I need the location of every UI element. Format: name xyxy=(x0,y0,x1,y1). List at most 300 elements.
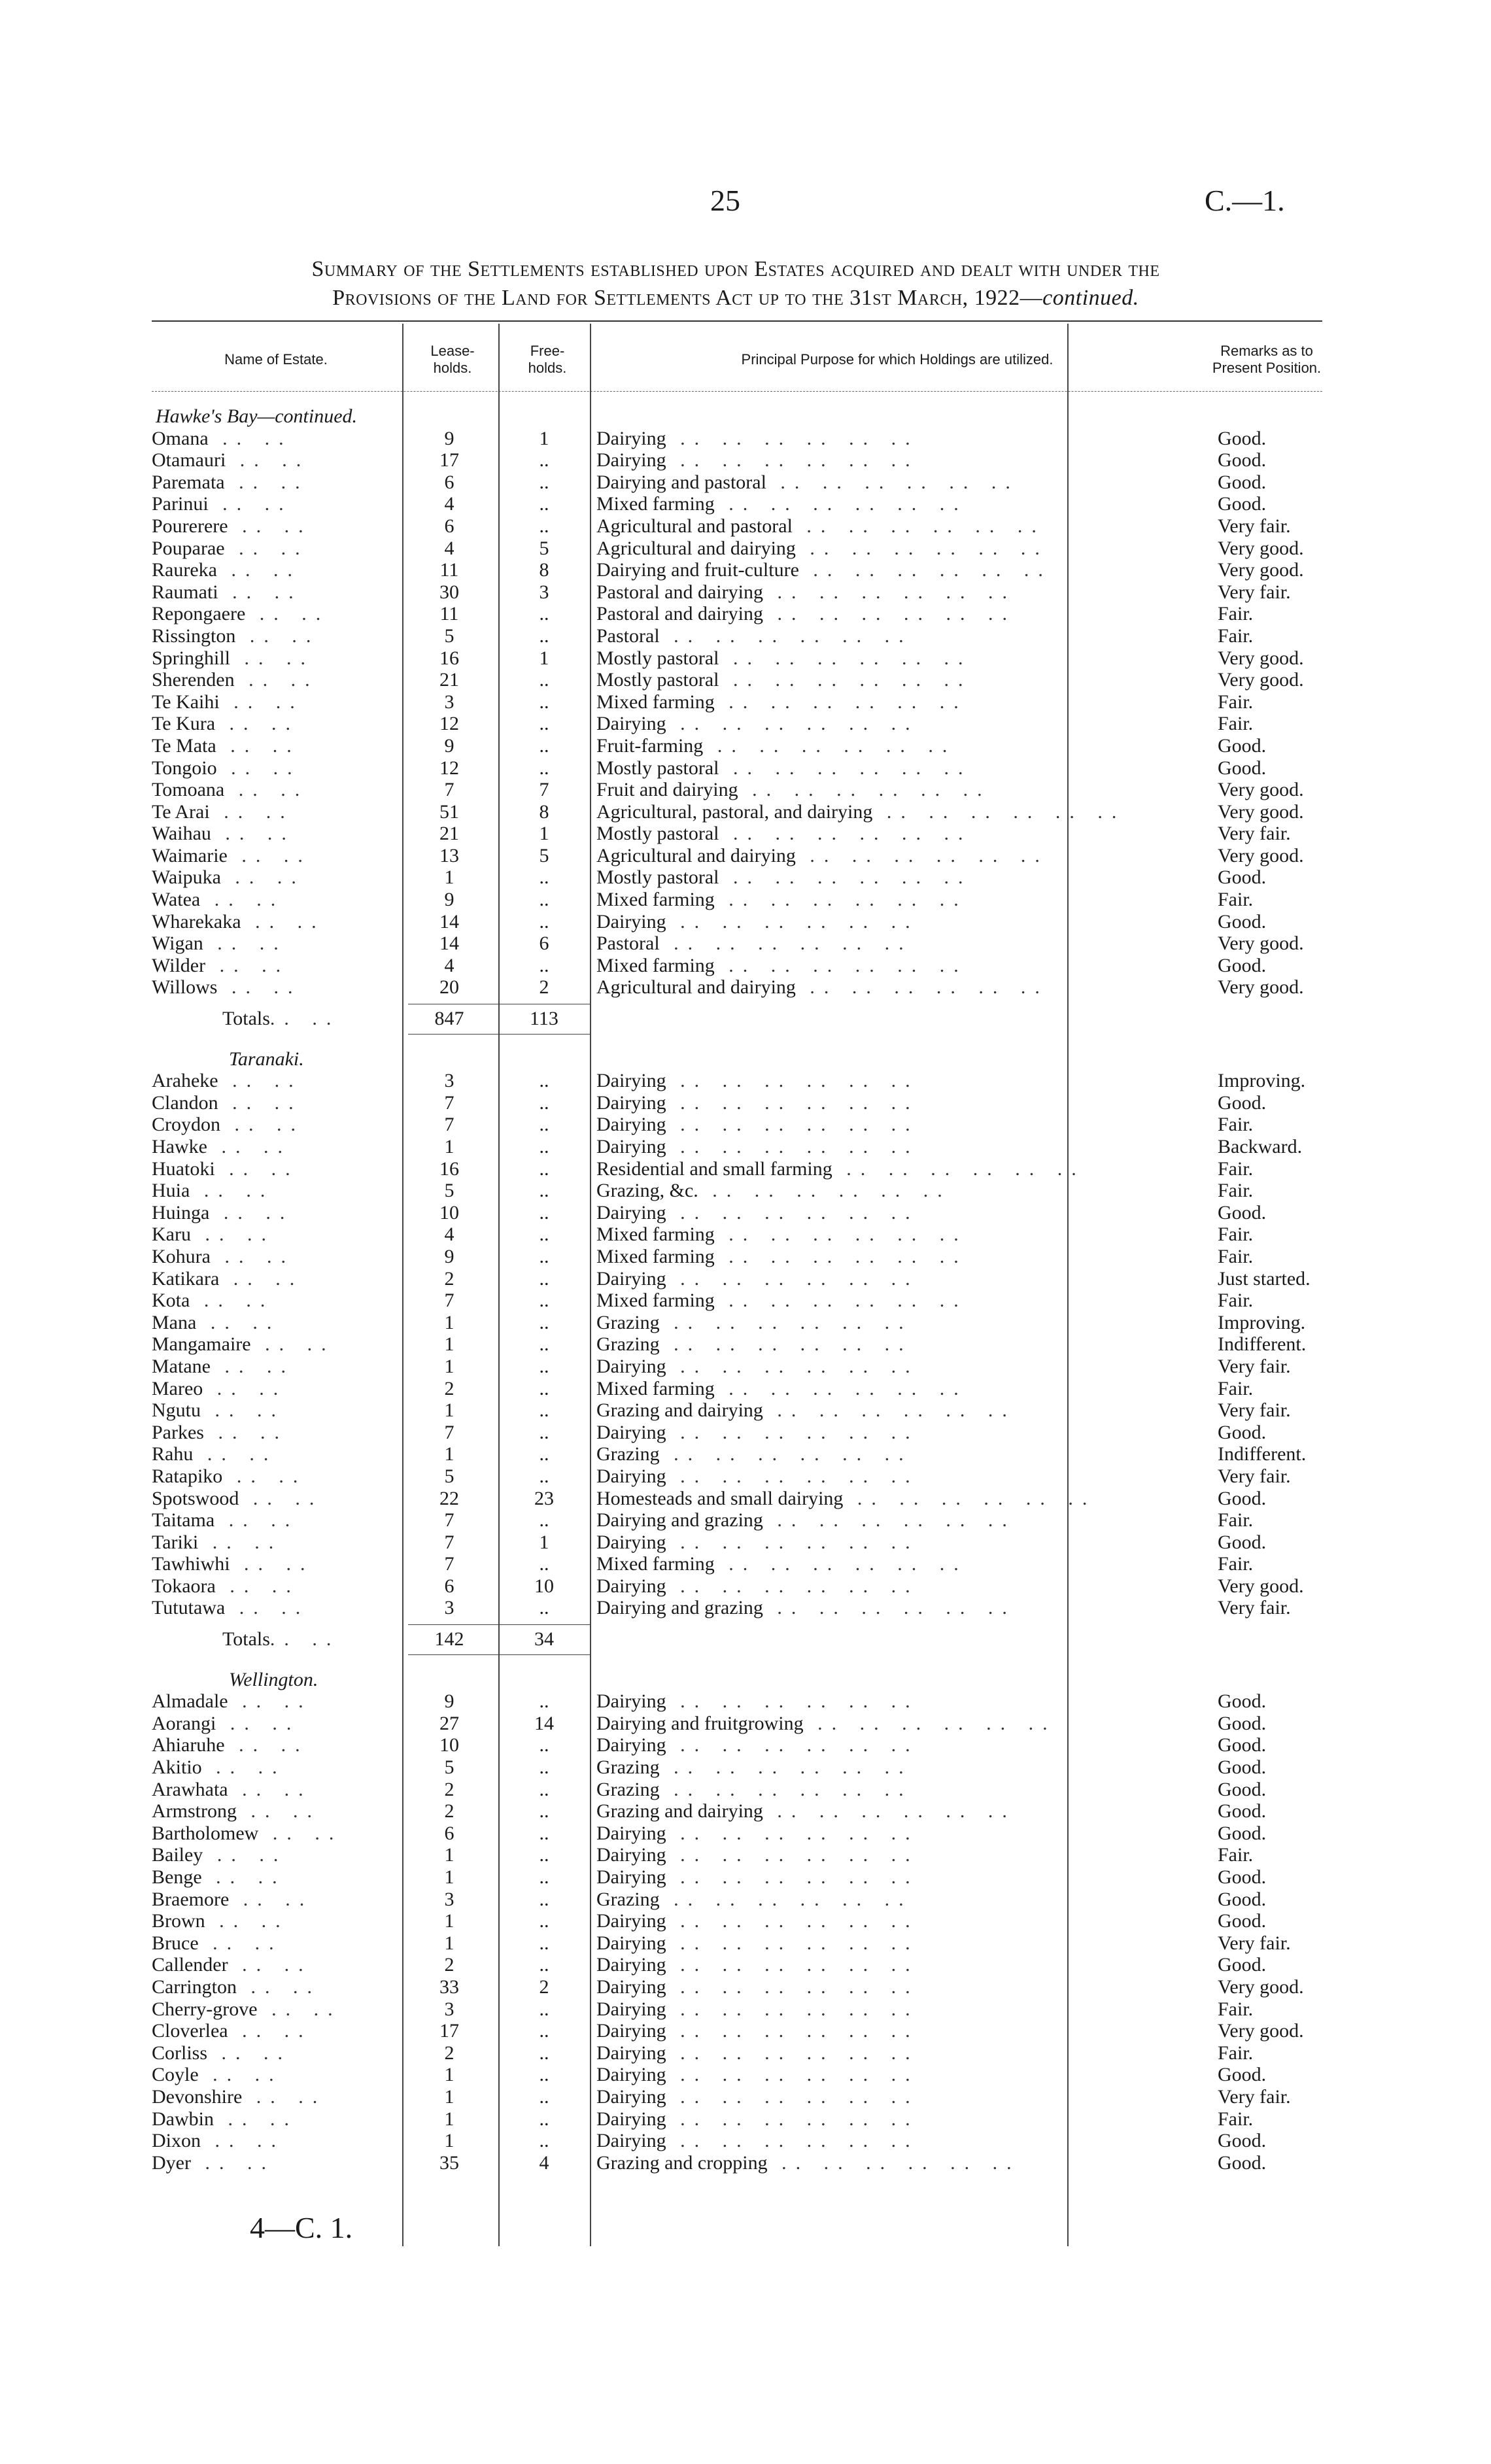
purpose-text: Mixed farming xyxy=(596,1377,715,1399)
estate-name xyxy=(152,538,400,560)
purpose xyxy=(596,1136,1198,1158)
leaseholds-value: 13 xyxy=(439,844,459,866)
table-row xyxy=(152,1202,1322,1224)
table-row xyxy=(152,1910,1322,1932)
freeholds-value: .. xyxy=(539,889,549,911)
remark: Indifferent. xyxy=(1218,1443,1307,1465)
totals-label-text: Totals xyxy=(222,1008,270,1030)
estate-name-text: Benge xyxy=(152,1866,202,1888)
purpose xyxy=(596,1465,1198,1488)
remark: Fair. xyxy=(1218,1245,1254,1267)
table-row xyxy=(152,1800,1322,1822)
purpose-text: Agricultural and pastoral xyxy=(596,515,793,537)
leader-dots: .. .. .. .. .. .. xyxy=(714,1377,968,1399)
estate-name xyxy=(152,1734,400,1756)
remark: Very fair. xyxy=(1218,581,1291,603)
leader-dots: .. .. .. .. .. .. xyxy=(666,2042,919,2064)
purpose xyxy=(596,1734,1198,1756)
remark: Good. xyxy=(1218,954,1267,976)
remark: Fair. xyxy=(1218,889,1254,911)
freeholds-value: 1 xyxy=(539,823,549,845)
leaseholds-value: 3 xyxy=(444,691,454,713)
freeholds-value: .. xyxy=(539,1597,549,1619)
leaseholds-value: 1 xyxy=(444,1443,454,1465)
remark: Very fair. xyxy=(1218,1399,1291,1422)
leaseholds-value: 5 xyxy=(444,1756,454,1779)
leader-dots: .. .. .. .. .. .. xyxy=(666,1465,919,1487)
leader-dots: .. .. xyxy=(203,1844,288,1866)
purpose-text: Agricultural, pastoral, and dairying xyxy=(596,800,873,823)
estate-name-text: Watea xyxy=(152,889,201,911)
estate-name xyxy=(152,1756,400,1779)
remark: Good. xyxy=(1218,1421,1267,1443)
estate-name-text: Parinui xyxy=(152,493,209,515)
purpose-text: Dairying and fruitgrowing xyxy=(596,1712,804,1734)
section-heading xyxy=(152,1048,1322,1070)
table-row xyxy=(152,625,1322,647)
purpose xyxy=(596,866,1198,889)
freeholds-value: .. xyxy=(539,1910,549,1932)
purpose-text: Mixed farming xyxy=(596,1245,715,1267)
leader-dots: .. .. .. .. .. .. xyxy=(666,1355,919,1377)
purpose xyxy=(596,1713,1198,1735)
purpose-text: Dairying xyxy=(596,1844,666,1866)
leader-dots: .. .. .. .. .. .. xyxy=(659,625,913,647)
purpose-text: Dairying xyxy=(596,1201,666,1223)
leaseholds-value: 1 xyxy=(444,2108,454,2130)
remark: Fair. xyxy=(1218,1223,1254,1246)
totals-row xyxy=(152,1008,1322,1030)
estate-name xyxy=(152,1932,400,1955)
table-row xyxy=(152,1531,1322,1554)
leaseholds-value: 1 xyxy=(444,1932,454,1954)
leader-dots: .. .. .. .. .. .. xyxy=(666,2085,919,2108)
page-code: C.—1. xyxy=(1205,184,1285,217)
leader-dots: .. .. xyxy=(250,1333,335,1356)
estate-name xyxy=(152,581,400,604)
estate-name-text: Araheke xyxy=(152,1070,218,1092)
leader-dots: .. .. .. .. .. .. xyxy=(659,1778,913,1800)
purpose xyxy=(596,1290,1198,1312)
estate-name xyxy=(152,515,400,538)
table-row xyxy=(152,735,1322,757)
leader-dots: .. .. .. .. .. .. xyxy=(763,1597,1016,1619)
table-row xyxy=(152,1290,1322,1312)
estate-name-text: Wigan xyxy=(152,933,203,955)
column-header-freeholds: Free- holds. xyxy=(528,343,567,376)
purpose-text: Dairying xyxy=(596,1910,666,1932)
estate-name-text: Huinga xyxy=(152,1201,210,1223)
estate-name-text: Wharekaka xyxy=(152,910,241,933)
leaseholds-value: 9 xyxy=(444,889,454,911)
remark: Good. xyxy=(1218,471,1267,493)
remark: Very fair. xyxy=(1218,823,1291,845)
purpose-text: Dairying xyxy=(596,1136,666,1157)
table-row xyxy=(152,2042,1322,2064)
leaseholds-value: 1 xyxy=(444,1136,454,1157)
table-row xyxy=(152,1998,1322,2021)
leaseholds-value: 33 xyxy=(439,1976,459,1998)
leader-dots: .. .. xyxy=(230,1553,315,1575)
purpose xyxy=(596,1998,1198,2021)
purpose-text: Mixed farming xyxy=(596,493,715,515)
purpose-text: Dairying xyxy=(596,2020,666,2042)
purpose-text: Pastoral xyxy=(596,625,660,647)
table-row xyxy=(152,1443,1322,1465)
purpose-text: Dairying xyxy=(596,427,666,449)
estate-name-text: Karu xyxy=(152,1223,191,1246)
freeholds-value: .. xyxy=(539,1734,549,1756)
table-row xyxy=(152,757,1322,779)
table-row xyxy=(152,1713,1322,1735)
table-row xyxy=(152,603,1322,625)
estate-name xyxy=(152,1690,400,1713)
leader-dots: .. .. .. .. .. .. xyxy=(766,471,1020,493)
leaseholds-value: 3 xyxy=(444,1597,454,1619)
leaseholds-value: 7 xyxy=(444,1091,454,1114)
remark: Fair. xyxy=(1218,2042,1254,2064)
remark: Improving. xyxy=(1218,1070,1306,1092)
estate-name xyxy=(152,1976,400,1998)
leaseholds-value: 1 xyxy=(444,1333,454,1356)
estate-name xyxy=(152,1998,400,2021)
leader-dots: .. .. .. .. .. .. xyxy=(798,559,1052,581)
purpose xyxy=(596,2152,1198,2174)
table-row xyxy=(152,2152,1322,2174)
purpose-text: Mixed farming xyxy=(596,1553,715,1575)
table-row xyxy=(152,1976,1322,1998)
purpose xyxy=(596,647,1198,670)
estate-name-text: Pourerere xyxy=(152,515,228,537)
table-row xyxy=(152,1158,1322,1180)
purpose xyxy=(596,779,1198,801)
estate-name xyxy=(152,1114,400,1136)
estate-name-text: Callender xyxy=(152,1954,228,1976)
freeholds-value: 7 xyxy=(539,779,549,801)
leader-dots: .. .. xyxy=(228,1954,313,1976)
purpose xyxy=(596,823,1198,845)
leader-dots: .. .. .. .. .. .. xyxy=(666,1136,919,1157)
leader-dots: .. .. .. .. .. .. xyxy=(714,889,968,911)
table-row xyxy=(152,515,1322,538)
leader-dots: .. .. xyxy=(208,493,293,515)
table-row xyxy=(152,1553,1322,1575)
freeholds-value: .. xyxy=(539,1201,549,1223)
purpose-text: Mostly pastoral xyxy=(596,757,719,779)
leaseholds-value: 3 xyxy=(444,1070,454,1092)
remark: Fair. xyxy=(1218,1180,1254,1202)
purpose xyxy=(596,2020,1198,2042)
leader-dots: .. .. .. .. .. .. xyxy=(659,1333,913,1356)
leader-dots: .. .. xyxy=(217,976,302,999)
estate-name-text: Waihau xyxy=(152,823,211,845)
leaseholds-value: 10 xyxy=(439,1201,459,1223)
estate-name-text: Otamauri xyxy=(152,449,226,471)
table-row xyxy=(152,669,1322,691)
leader-dots: .. .. xyxy=(227,844,312,866)
table-header xyxy=(152,330,1322,389)
estate-name-text: Raureka xyxy=(152,559,217,581)
freeholds-value: 14 xyxy=(534,1712,554,1734)
purpose-text: Grazing xyxy=(596,1778,660,1800)
purpose-text: Grazing xyxy=(596,1333,660,1356)
estate-name-text: Kota xyxy=(152,1290,190,1312)
leader-dots: .. .. xyxy=(230,647,315,669)
purpose xyxy=(596,1756,1198,1779)
purpose-text: Mixed farming xyxy=(596,1223,715,1246)
estate-name xyxy=(152,603,400,625)
leaseholds-value: 21 xyxy=(439,669,459,691)
purpose-text: Mixed farming xyxy=(596,889,715,911)
estate-name xyxy=(152,735,400,757)
leader-dots: .. .. xyxy=(201,2130,285,2152)
table-row xyxy=(152,933,1322,955)
table-row xyxy=(152,1889,1322,1911)
estate-name xyxy=(152,1443,400,1465)
remark: Very good. xyxy=(1218,669,1304,691)
leaseholds-value: 9 xyxy=(444,1245,454,1267)
page-number: 25 xyxy=(710,184,740,217)
leader-dots: .. .. .. .. .. .. xyxy=(719,757,972,779)
leader-dots: .. .. xyxy=(200,889,285,911)
estate-name xyxy=(152,428,400,450)
leader-dots: .. .. .. .. .. .. xyxy=(666,1844,919,1866)
leader-dots: .. .. .. .. .. .. xyxy=(714,1553,968,1575)
leader-dots: .. .. .. .. .. .. xyxy=(666,1070,919,1092)
purpose-text: Dairying xyxy=(596,1070,666,1092)
leader-dots: .. .. .. .. .. .. xyxy=(714,1223,968,1246)
estate-name xyxy=(152,1070,400,1092)
purpose-text: Dairying xyxy=(596,2108,666,2130)
remark: Very good. xyxy=(1218,1575,1304,1597)
estate-name-text: Te Mata xyxy=(152,734,216,757)
table-row xyxy=(152,1866,1322,1889)
table-row xyxy=(152,911,1322,933)
estate-name xyxy=(152,1290,400,1312)
leader-dots: .. .. .. .. .. .. xyxy=(795,976,1049,999)
freeholds-value: .. xyxy=(539,471,549,493)
purpose xyxy=(596,669,1198,691)
leader-dots: .. .. xyxy=(190,1223,275,1246)
purpose-text: Mostly pastoral xyxy=(596,823,719,845)
estate-name-text: Carrington xyxy=(152,1976,237,1998)
leader-dots: .. .. xyxy=(208,427,293,449)
leaseholds-value: 7 xyxy=(444,1531,454,1553)
estate-name xyxy=(152,1312,400,1334)
leaseholds-value: 2 xyxy=(444,1954,454,1976)
estate-name xyxy=(152,1488,400,1510)
leader-dots: .. .. xyxy=(237,1800,321,1822)
leader-dots: .. .. .. .. .. .. xyxy=(719,647,972,669)
remark: Fair. xyxy=(1218,1509,1254,1531)
leader-dots: .. .. xyxy=(222,1465,307,1487)
leaseholds-value: 1 xyxy=(444,1866,454,1888)
freeholds-value: .. xyxy=(539,625,549,647)
leader-dots: .. .. xyxy=(219,1267,304,1290)
estate-name xyxy=(152,2042,400,2064)
estate-name xyxy=(152,801,400,823)
remark: Just started. xyxy=(1218,1267,1311,1290)
purpose-text: Pastoral and dairying xyxy=(596,603,763,625)
purpose xyxy=(596,1114,1198,1136)
table-row xyxy=(152,1509,1322,1531)
freeholds-value: .. xyxy=(539,1800,549,1822)
remark: Good. xyxy=(1218,1712,1267,1734)
purpose xyxy=(596,1312,1198,1334)
estate-name-text: Tawhiwhi xyxy=(152,1553,230,1575)
leader-dots: .. .. .. .. .. .. xyxy=(666,2064,919,2086)
leader-dots: .. .. xyxy=(205,954,290,976)
estate-name-text: Tututawa xyxy=(152,1597,226,1619)
estate-name-text: Tariki xyxy=(152,1531,199,1553)
section-title: Wellington. xyxy=(229,1668,318,1690)
totals-freeholds: 34 xyxy=(534,1628,554,1651)
estate-name-text: Cherry-grove xyxy=(152,1998,258,2020)
column-header-purpose: Principal Purpose for which Holdings are utilized. xyxy=(741,351,1054,368)
estate-name xyxy=(152,1954,400,1976)
estate-name-text: Spotswood xyxy=(152,1487,239,1509)
estate-name-text: Croydon xyxy=(152,1114,220,1136)
purpose xyxy=(596,1378,1198,1400)
estate-name-text: Parkes xyxy=(152,1421,204,1443)
freeholds-value: .. xyxy=(539,1553,549,1575)
leader-dots: .. .. .. .. .. .. xyxy=(872,800,1126,823)
purpose xyxy=(596,1553,1198,1575)
leaseholds-value: 2 xyxy=(444,1778,454,1800)
estate-name-text: Waipuka xyxy=(152,866,221,889)
purpose xyxy=(596,2130,1198,2152)
purpose-text: Grazing, &c. xyxy=(596,1180,698,1202)
remark: Good. xyxy=(1218,2130,1267,2152)
remark: Good. xyxy=(1218,1734,1267,1756)
purpose-text: Mostly pastoral xyxy=(596,866,719,889)
freeholds-value: 1 xyxy=(539,647,549,669)
estate-name xyxy=(152,1509,400,1531)
leaseholds-value: 2 xyxy=(444,1800,454,1822)
leader-dots: .. .. xyxy=(207,1136,292,1157)
leader-dots: .. .. .. .. .. .. xyxy=(666,1822,919,1844)
leader-dots: .. .. .. .. .. .. xyxy=(832,1157,1086,1180)
purpose-text: Dairying xyxy=(596,2042,666,2064)
table-row xyxy=(152,647,1322,670)
estate-name-text: Ngutu xyxy=(152,1399,201,1422)
totals-leaseholds: 142 xyxy=(434,1628,464,1651)
estate-name-text: Te Arai xyxy=(152,800,210,823)
estate-name xyxy=(152,2108,400,2130)
leaseholds-value: 5 xyxy=(444,1465,454,1487)
leader-dots: .. .. xyxy=(196,1311,281,1333)
purpose xyxy=(596,1092,1198,1114)
purpose-text: Mostly pastoral xyxy=(596,669,719,691)
purpose-text: Agricultural and dairying xyxy=(596,537,796,559)
purpose-text: Dairying xyxy=(596,1866,666,1888)
title-line-2-text: Provisions of the Land for Settlements Act up to the 31st March, 1922— xyxy=(332,286,1043,310)
purpose xyxy=(596,1954,1198,1976)
purpose-text: Dairying xyxy=(596,2064,666,2086)
leaseholds-value: 30 xyxy=(439,581,459,603)
leaseholds-value: 1 xyxy=(444,1844,454,1866)
leader-dots: .. .. xyxy=(228,1778,313,1800)
purpose-text: Mixed farming xyxy=(596,1290,715,1312)
remark: Indifferent. xyxy=(1218,1333,1307,1356)
purpose xyxy=(596,911,1198,933)
leader-dots: .. .. xyxy=(216,757,301,779)
leader-dots: .. .. xyxy=(211,823,296,845)
purpose-text: Dairying xyxy=(596,2130,666,2152)
purpose xyxy=(596,713,1198,735)
leaseholds-value: 7 xyxy=(444,1553,454,1575)
totals-label-text: Totals xyxy=(222,1628,270,1651)
freeholds-value: .. xyxy=(539,669,549,691)
leaseholds-value: 7 xyxy=(444,1421,454,1443)
estate-name xyxy=(152,1268,400,1290)
remark: Very good. xyxy=(1218,933,1304,955)
remark: Good. xyxy=(1218,910,1267,933)
leaseholds-value: 35 xyxy=(439,2151,459,2174)
estate-name-text: Sherenden xyxy=(152,669,235,691)
purpose-text: Pastoral xyxy=(596,933,660,955)
remark: Very good. xyxy=(1218,559,1304,581)
leader-dots: .. .. xyxy=(242,2085,327,2108)
estate-name xyxy=(152,1866,400,1889)
freeholds-value: 4 xyxy=(539,2151,549,2174)
purpose-text: Dairying xyxy=(596,910,666,933)
leaseholds-value: 17 xyxy=(439,449,459,471)
estate-name xyxy=(152,1246,400,1268)
freeholds-value: 5 xyxy=(539,537,549,559)
estate-name xyxy=(152,1092,400,1114)
table-row xyxy=(152,1932,1322,1955)
settlements-table xyxy=(152,405,1322,2174)
section-heading xyxy=(152,1669,1322,1691)
document-title xyxy=(149,255,1322,313)
table-row xyxy=(152,2020,1322,2042)
remark: Fair. xyxy=(1218,1553,1254,1575)
remark: Very fair. xyxy=(1218,1465,1291,1487)
leader-dots: .. .. xyxy=(210,1245,295,1267)
leader-dots: .. .. xyxy=(228,515,313,537)
estate-name xyxy=(152,1597,400,1619)
remark: Backward. xyxy=(1218,1136,1303,1157)
remark: Good. xyxy=(1218,1778,1267,1800)
remark: Very good. xyxy=(1218,537,1304,559)
leader-dots: .. .. .. .. .. .. xyxy=(767,2151,1021,2174)
table-row xyxy=(152,691,1322,713)
estate-name-text: Rahu xyxy=(152,1443,194,1465)
purpose-text: Dairying xyxy=(596,1932,666,1954)
leader-dots: .. .. xyxy=(190,2151,275,2174)
table-row xyxy=(152,801,1322,823)
leader-dots: .. .. xyxy=(269,1628,341,1651)
estate-name-text: Te Kura xyxy=(152,713,216,735)
table-row xyxy=(152,1844,1322,1866)
purpose xyxy=(596,1910,1198,1932)
freeholds-value: 3 xyxy=(539,581,549,603)
purpose-text: Dairying xyxy=(596,1822,666,1844)
leader-dots: .. .. .. .. .. .. xyxy=(714,954,968,976)
purpose xyxy=(596,449,1198,471)
leader-dots: .. .. xyxy=(193,1443,278,1465)
estate-name xyxy=(152,1422,400,1444)
totals-rule xyxy=(408,1034,591,1035)
purpose xyxy=(596,1158,1198,1180)
table-row xyxy=(152,1268,1322,1290)
leaseholds-value: 6 xyxy=(444,515,454,537)
estate-name xyxy=(152,1158,400,1180)
leader-dots: .. .. xyxy=(190,1290,275,1312)
estate-name-text: Tokaora xyxy=(152,1575,216,1597)
purpose xyxy=(596,1531,1198,1554)
